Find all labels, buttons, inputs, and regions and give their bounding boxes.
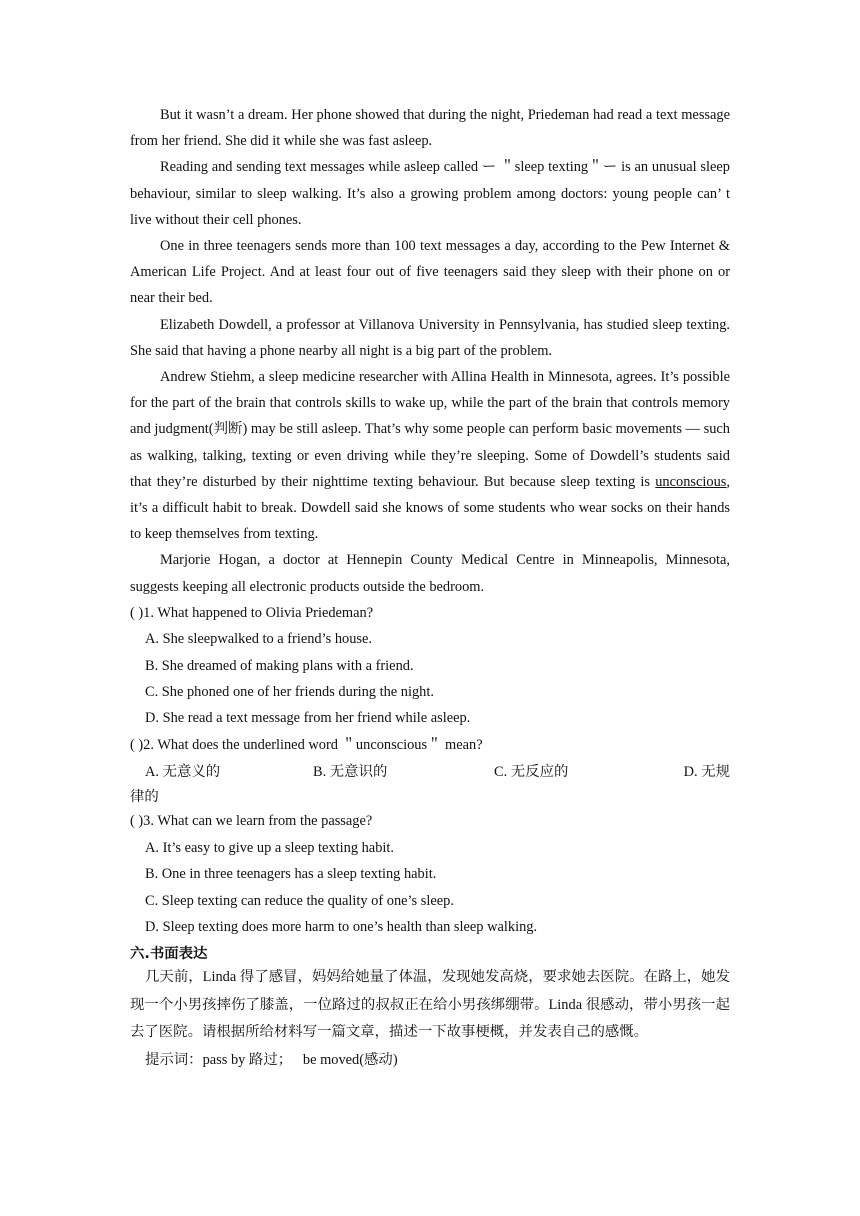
passage-paragraph-5-text: Andrew Stiehm, a sleep medicine researcher with Allina Health in Minnesota, agrees. It’s possible for the part of the brain that controls skills to wake up, while the part of the brain that controls memory and judgment(判断) may be still asleep. That’s why some people can perform basic movements — such as walking, talking, texting or even driving while they’re sleeping. Some of Dowdell’s students said that they’re disturbed by their nighttime texting behaviour. But because sleep texting is: [130, 369, 730, 490]
question-2-option-c: C. 无反应的: [494, 764, 569, 781]
question-3-option-d: D. Sleep texting does more harm to one’s health than sleep walking.: [145, 918, 538, 935]
passage-paragraph-2: Reading and sending text messages while asleep called ー ＂sleep texting＂ー is an unusual sleep behaviour, similar to sleep walking. It’s also a growing problem among doctors: young people can’ t live without their cell phones.: [130, 159, 730, 228]
passage-paragraph-3: One in three teenagers sends more than 100 text messages a day, according to the Pew Internet & American Life Project. And at least four out of five teenagers said they sleep with their phone on or near their bed.: [130, 238, 730, 307]
passage-paragraph-1: But it wasn’t a dream. Her phone showed that during the night, Priedeman had read a text message from her friend. She did it while she was fast asleep.: [130, 107, 730, 150]
question-2-option-b: B. 无意识的: [313, 764, 388, 781]
question-3-option-c: C. Sleep texting can reduce the quality of one’s sleep.: [145, 892, 454, 909]
question-2-stem: ( )2. What does the underlined word ＂unconscious＂ mean?: [130, 736, 483, 753]
document-content: [130, 102, 730, 1073]
question-2-options: [130, 758, 730, 786]
passage-paragraph-4: Elizabeth Dowdell, a professor at Villanova University in Pennsylvania, has studied sleep texting. She said that having a phone nearby all night is a big part of the problem.: [130, 316, 730, 359]
question-2-option-a: A. 无意义的: [145, 764, 221, 781]
question-1-stem: ( )1. What happened to Olivia Priedeman?: [130, 604, 374, 621]
passage-paragraph-5: [130, 364, 730, 547]
question-2-option-d-continued: 律的: [130, 789, 159, 806]
question-3-stem: ( )3. What can we learn from the passage?: [130, 813, 373, 830]
question-1-option-b: B. She dreamed of making plans with a friend.: [145, 657, 414, 674]
writing-hint-text: 提示词：pass by 路过； be moved(感动): [145, 1051, 398, 1068]
writing-prompt: 几天前，Linda 得了感冒，妈妈给她量了体温，发现她发高烧，要求她去医院。在路上，她发现一个小男孩摔伤了膝盖，一位路过的叔叔正在给小男孩绑绷带。Linda 很感动，带小男孩一起去了医院。请根据所给材料写一篇文章，描述一下故事梗概，并发表自己的感慨。: [130, 969, 730, 1041]
passage-paragraph-5-text-end: , it’s a difficult habit to break. Dowdell said she knows of some students who wear socks on their hands to keep themselves from texting.: [130, 473, 730, 543]
question-3-option-a: A. It’s easy to give up a sleep texting habit.: [145, 839, 394, 856]
question-1-option-d: D. She read a text message from her friend while asleep.: [145, 710, 471, 727]
question-1-option-a: A. She sleepwalked to a friend’s house.: [145, 631, 372, 648]
underlined-word: unconscious: [655, 473, 727, 490]
question-2-option-d: D. 无规: [683, 764, 730, 781]
writing-hint: [130, 1047, 730, 1073]
question-1-option-c: C. She phoned one of her friends during the night.: [145, 684, 434, 701]
question-3-option-b: B. One in three teenagers has a sleep texting habit.: [145, 866, 437, 883]
writing-section-heading: 六.书面表达: [130, 946, 208, 963]
passage-paragraph-6: Marjorie Hogan, a doctor at Hennepin County Medical Centre in Minneapolis, Minnesota, suggests keeping all electronic products outside the bedroom.: [130, 552, 730, 595]
